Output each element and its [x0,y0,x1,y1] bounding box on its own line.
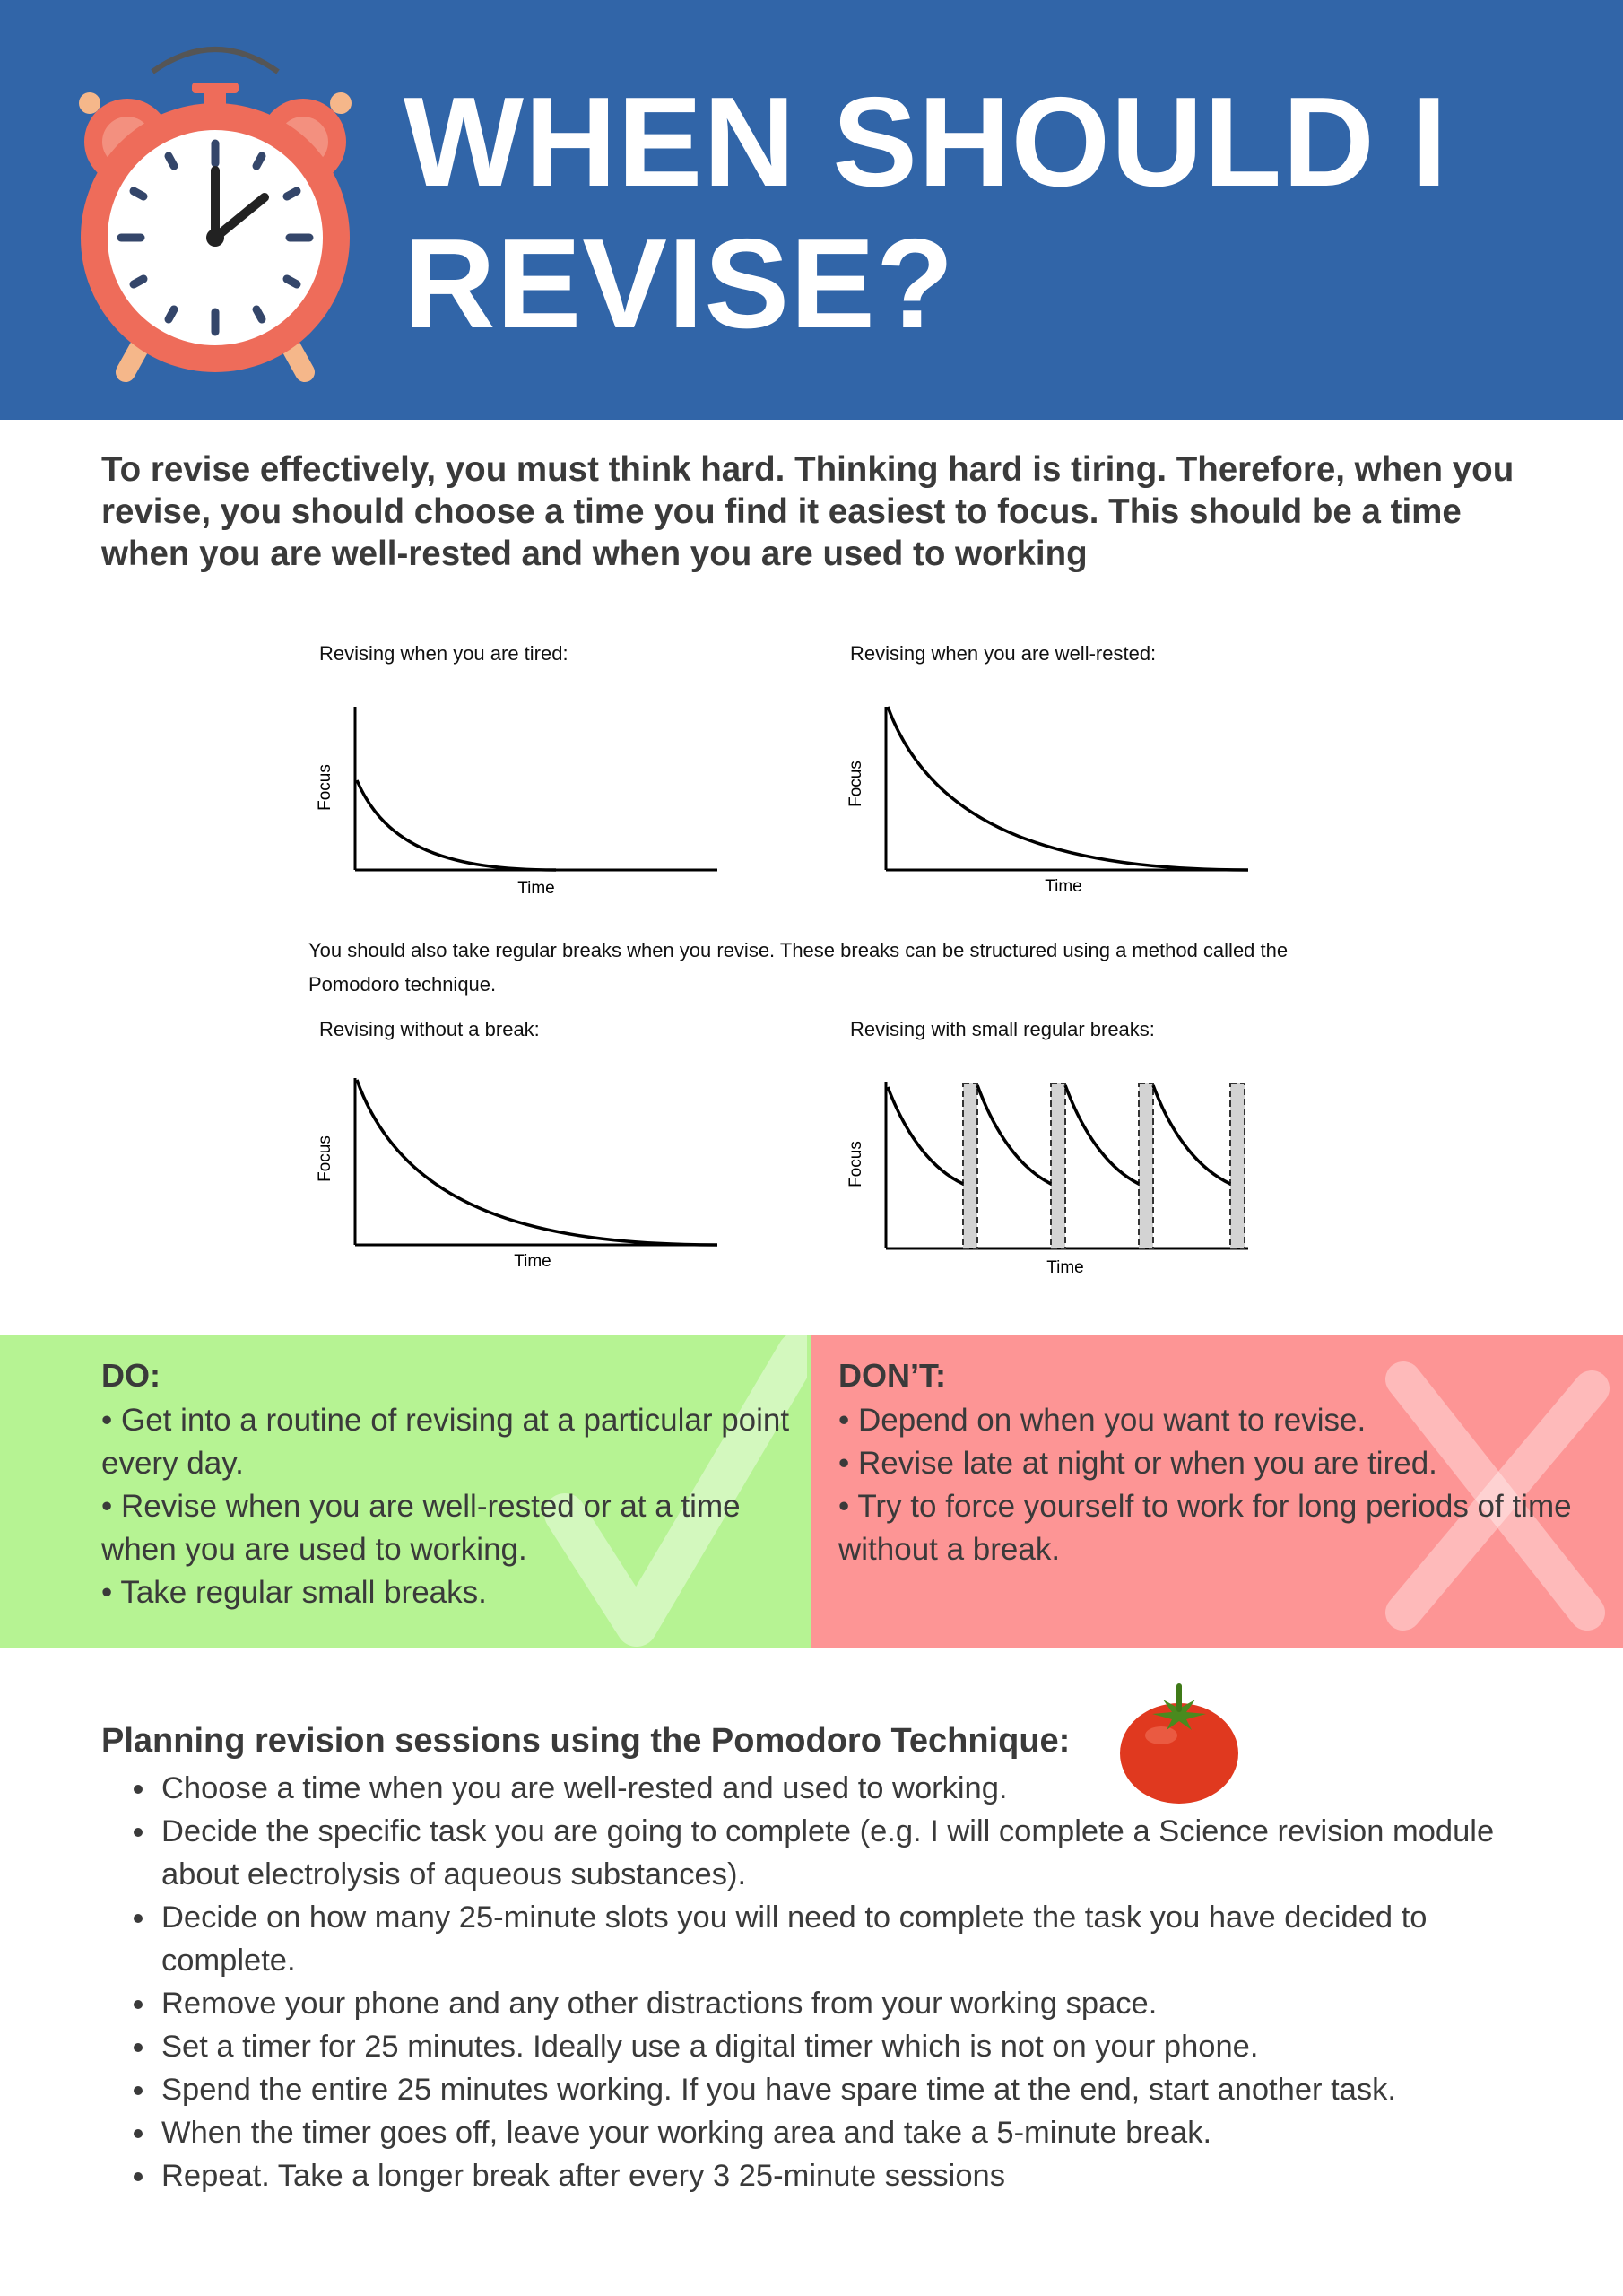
pomodoro-step: • Decide on how many 25-minute slots you will need to complete the task you have decided to complete. [158,1896,1557,1982]
graph-rested-xlabel: Time [1045,877,1082,896]
do-item-2: • Revise when you are well-rested or at a time when you are used to working. [101,1489,741,1567]
graph-rested [836,691,1266,906]
pomodoro-title: Planning revision sessions using the Pomodoro Technique: [101,1722,1071,1760]
graph-breaks-caption: Revising with small regular breaks: [850,1018,1155,1040]
graph-tired-xlabel: Time [517,879,555,898]
pomodoro-step: • Repeat. Take a longer break after every 3 25-minute sessions [158,2154,1557,2197]
dont-item-3: • Try to force yourself to work for long periods of time without a break. [838,1489,1572,1567]
graph-tired [305,691,735,906]
graph-tired-caption: Revising when you are tired: [319,642,568,665]
pomodoro-step: • Spend the entire 25 minutes working. If you have spare time at the end, start another task. [158,2068,1557,2111]
graph-breaks [836,1067,1266,1283]
do-item-3: • Take regular small breaks. [101,1575,487,1610]
do-panel [0,1335,812,1648]
breaks-explanation: You should also take regular breaks when you revise. These breaks can be structured using a method called the Pomodoro technique. [308,939,1289,996]
dont-heading: DON’T: [838,1357,946,1394]
title-line-1: WHEN SHOULD I [404,71,1448,213]
pomodoro-step: • Remove your phone and any other distractions from your working space. [158,1982,1557,2025]
graph-breaks-ylabel: Focus [846,1141,865,1187]
header-banner [0,0,1623,420]
graph-breaks-xlabel: Time [1046,1258,1084,1277]
alarm-clock-icon [72,36,359,386]
graph-no-break-ylabel: Focus [316,1135,334,1182]
graph-tired-ylabel: Focus [316,764,334,811]
graph-rested-caption: Revising when you are well-rested: [850,642,1157,665]
do-item-1: • Get into a routine of revising at a particular point every day. [101,1403,790,1481]
graph-no-break-caption: Revising without a break: [319,1018,540,1040]
title-line-2: REVISE? [404,213,955,355]
graph-rested-ylabel: Focus [846,761,865,807]
dont-panel [812,1335,1623,1648]
pomodoro-steps [117,1767,1557,2197]
graph-no-break [305,1067,735,1283]
pomodoro-step: • Choose a time when you are well-rested and used to working. [158,1767,1557,1810]
pomodoro-step: • When the timer goes off, leave your working area and take a 5-minute break. [158,2111,1557,2154]
pomodoro-step: • Set a timer for 25 minutes. Ideally use a digital timer which is not on your phone. [158,2025,1557,2068]
dont-item-2: • Revise late at night or when you are tired. [838,1446,1437,1481]
pomodoro-step: • Decide the specific task you are going to complete (e.g. I will complete a Science revision module about electrolysis of aqueous substances). [158,1810,1557,1896]
do-heading: DO: [101,1357,161,1394]
dont-item-1: • Depend on when you want to revise. [838,1403,1367,1438]
page-title [404,72,1569,355]
graph-no-break-xlabel: Time [514,1252,551,1271]
intro-paragraph: To revise effectively, you must think hard. Thinking hard is tiring. Therefore, when you revise, you should choose a time you find it easiest to focus. This should be a time when you are well-rested and when you are used to working [101,450,1515,573]
